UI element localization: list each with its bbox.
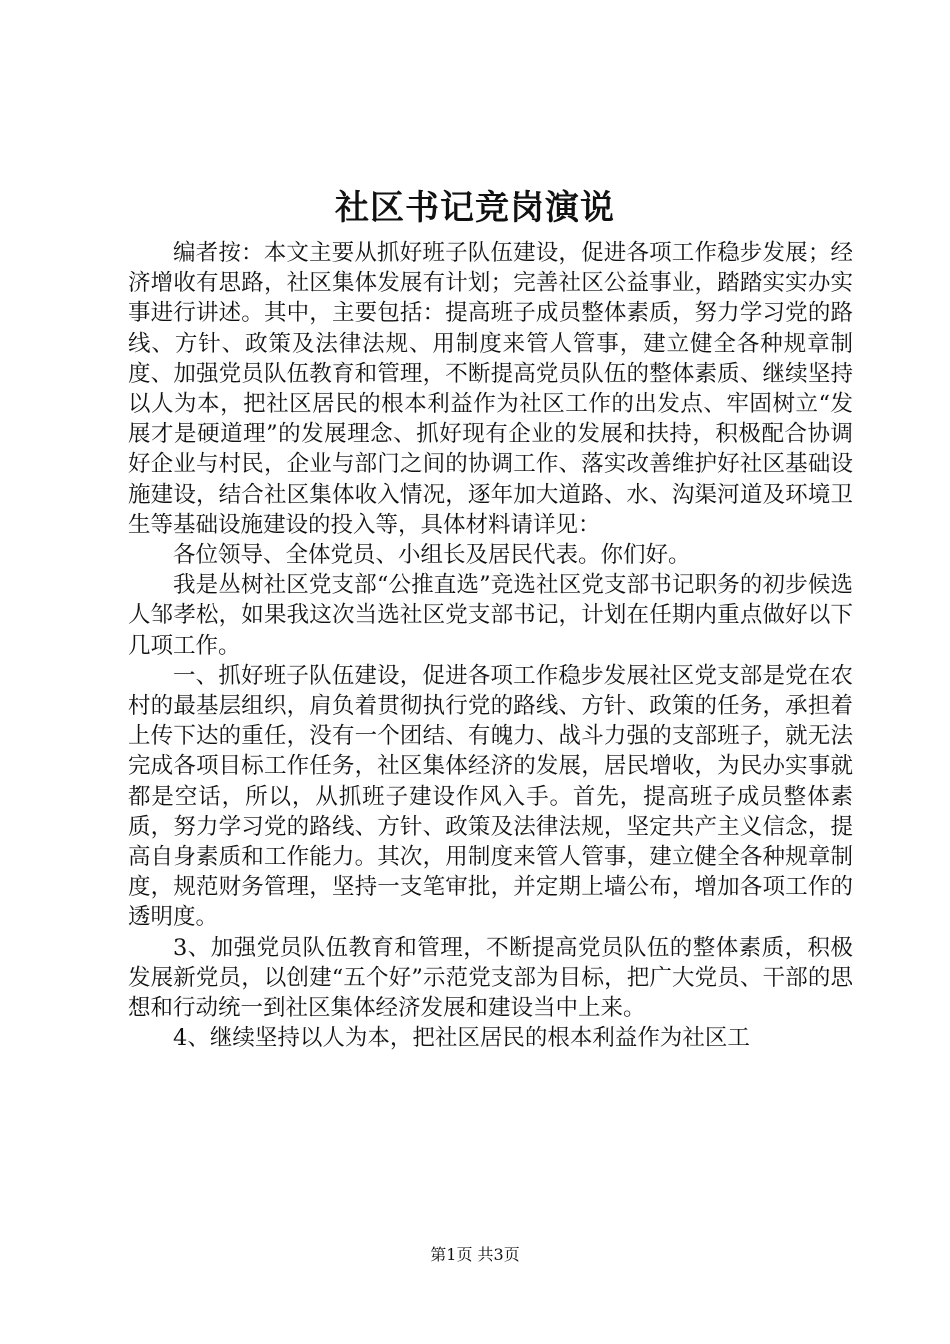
page-number-footer: 第1页 共3页 <box>430 1245 520 1264</box>
editor-note-paragraph: 编者按：本文主要从抓好班子队伍建设，促进各项工作稳步发展；经济增收有思路，社区集体发展有计划；完善社区公益事业，踏踏实实办实事进行讲述。其中，主要包括：提高班子成员整体素质，努力学习党的路线、方针、政策及法律法规、用制度来管人管事，建立健全各种规章制度、加强党员队伍教育和管理，不断提高党员队伍的整体素质、继续坚持以人为本，把社区居民的根本利益作为社区工作的出发点、牢固树立“发展才是硬道理”的发展理念、抓好现有企业的发展和扶持，积极配合协调好企业与村民，企业与部门之间的协调工作、落实改善维护好社区基础设施建设，结合社区集体收入情况，逐年加大道路、水、沟渠河道及环境卫生等基础设施建设的投入等，具体材料请详见： <box>128 240 853 538</box>
document-body <box>128 238 853 1053</box>
item-four-paragraph: 4、继续坚持以人为本，把社区居民的根本利益作为社区工 <box>173 1025 750 1052</box>
section-one-paragraph: 一、抓好班子队伍建设，促进各项工作稳步发展社区党支部是党在农村的最基层组织，肩负着贯彻执行党的路线、方针、政策的任务，承担着上传下达的重任，没有一个团结、有魄力、战斗力强的支部班子，就无法完成各项目标工作任务，社区集体经济的发展，居民增收，为民办实事就都是空话，所以，从抓班子建设作风入手。首先，提高班子成员整体素质，努力学习党的路线、方针、政策及法律法规，坚定共产主义信念，提高自身素质和工作能力。其次，用制度来管人管事，建立健全各种规章制度，规范财务管理，坚持一支笔审批，并定期上墙公布，增加各项工作的透明度。 <box>128 662 853 931</box>
introduction-paragraph: 我是丛树社区党支部“公推直选”竞选社区党支部书记职务的初步候选人邹孝松，如果我这次当选社区党支部书记，计划在任期内重点做好以下几项工作。 <box>128 572 853 659</box>
greeting-paragraph: 各位领导、全体党员、小组长及居民代表。你们好。 <box>173 542 691 569</box>
document-title: 社区书记竞岗演说 <box>335 188 615 228</box>
item-three-paragraph: 3、加强党员队伍教育和管理，不断提高党员队伍的整体素质，积极发展新党员，以创建“五个好”示范党支部为目标，把广大党员、干部的思想和行动统一到社区集体经济发展和建设当中上来。 <box>128 934 853 1022</box>
